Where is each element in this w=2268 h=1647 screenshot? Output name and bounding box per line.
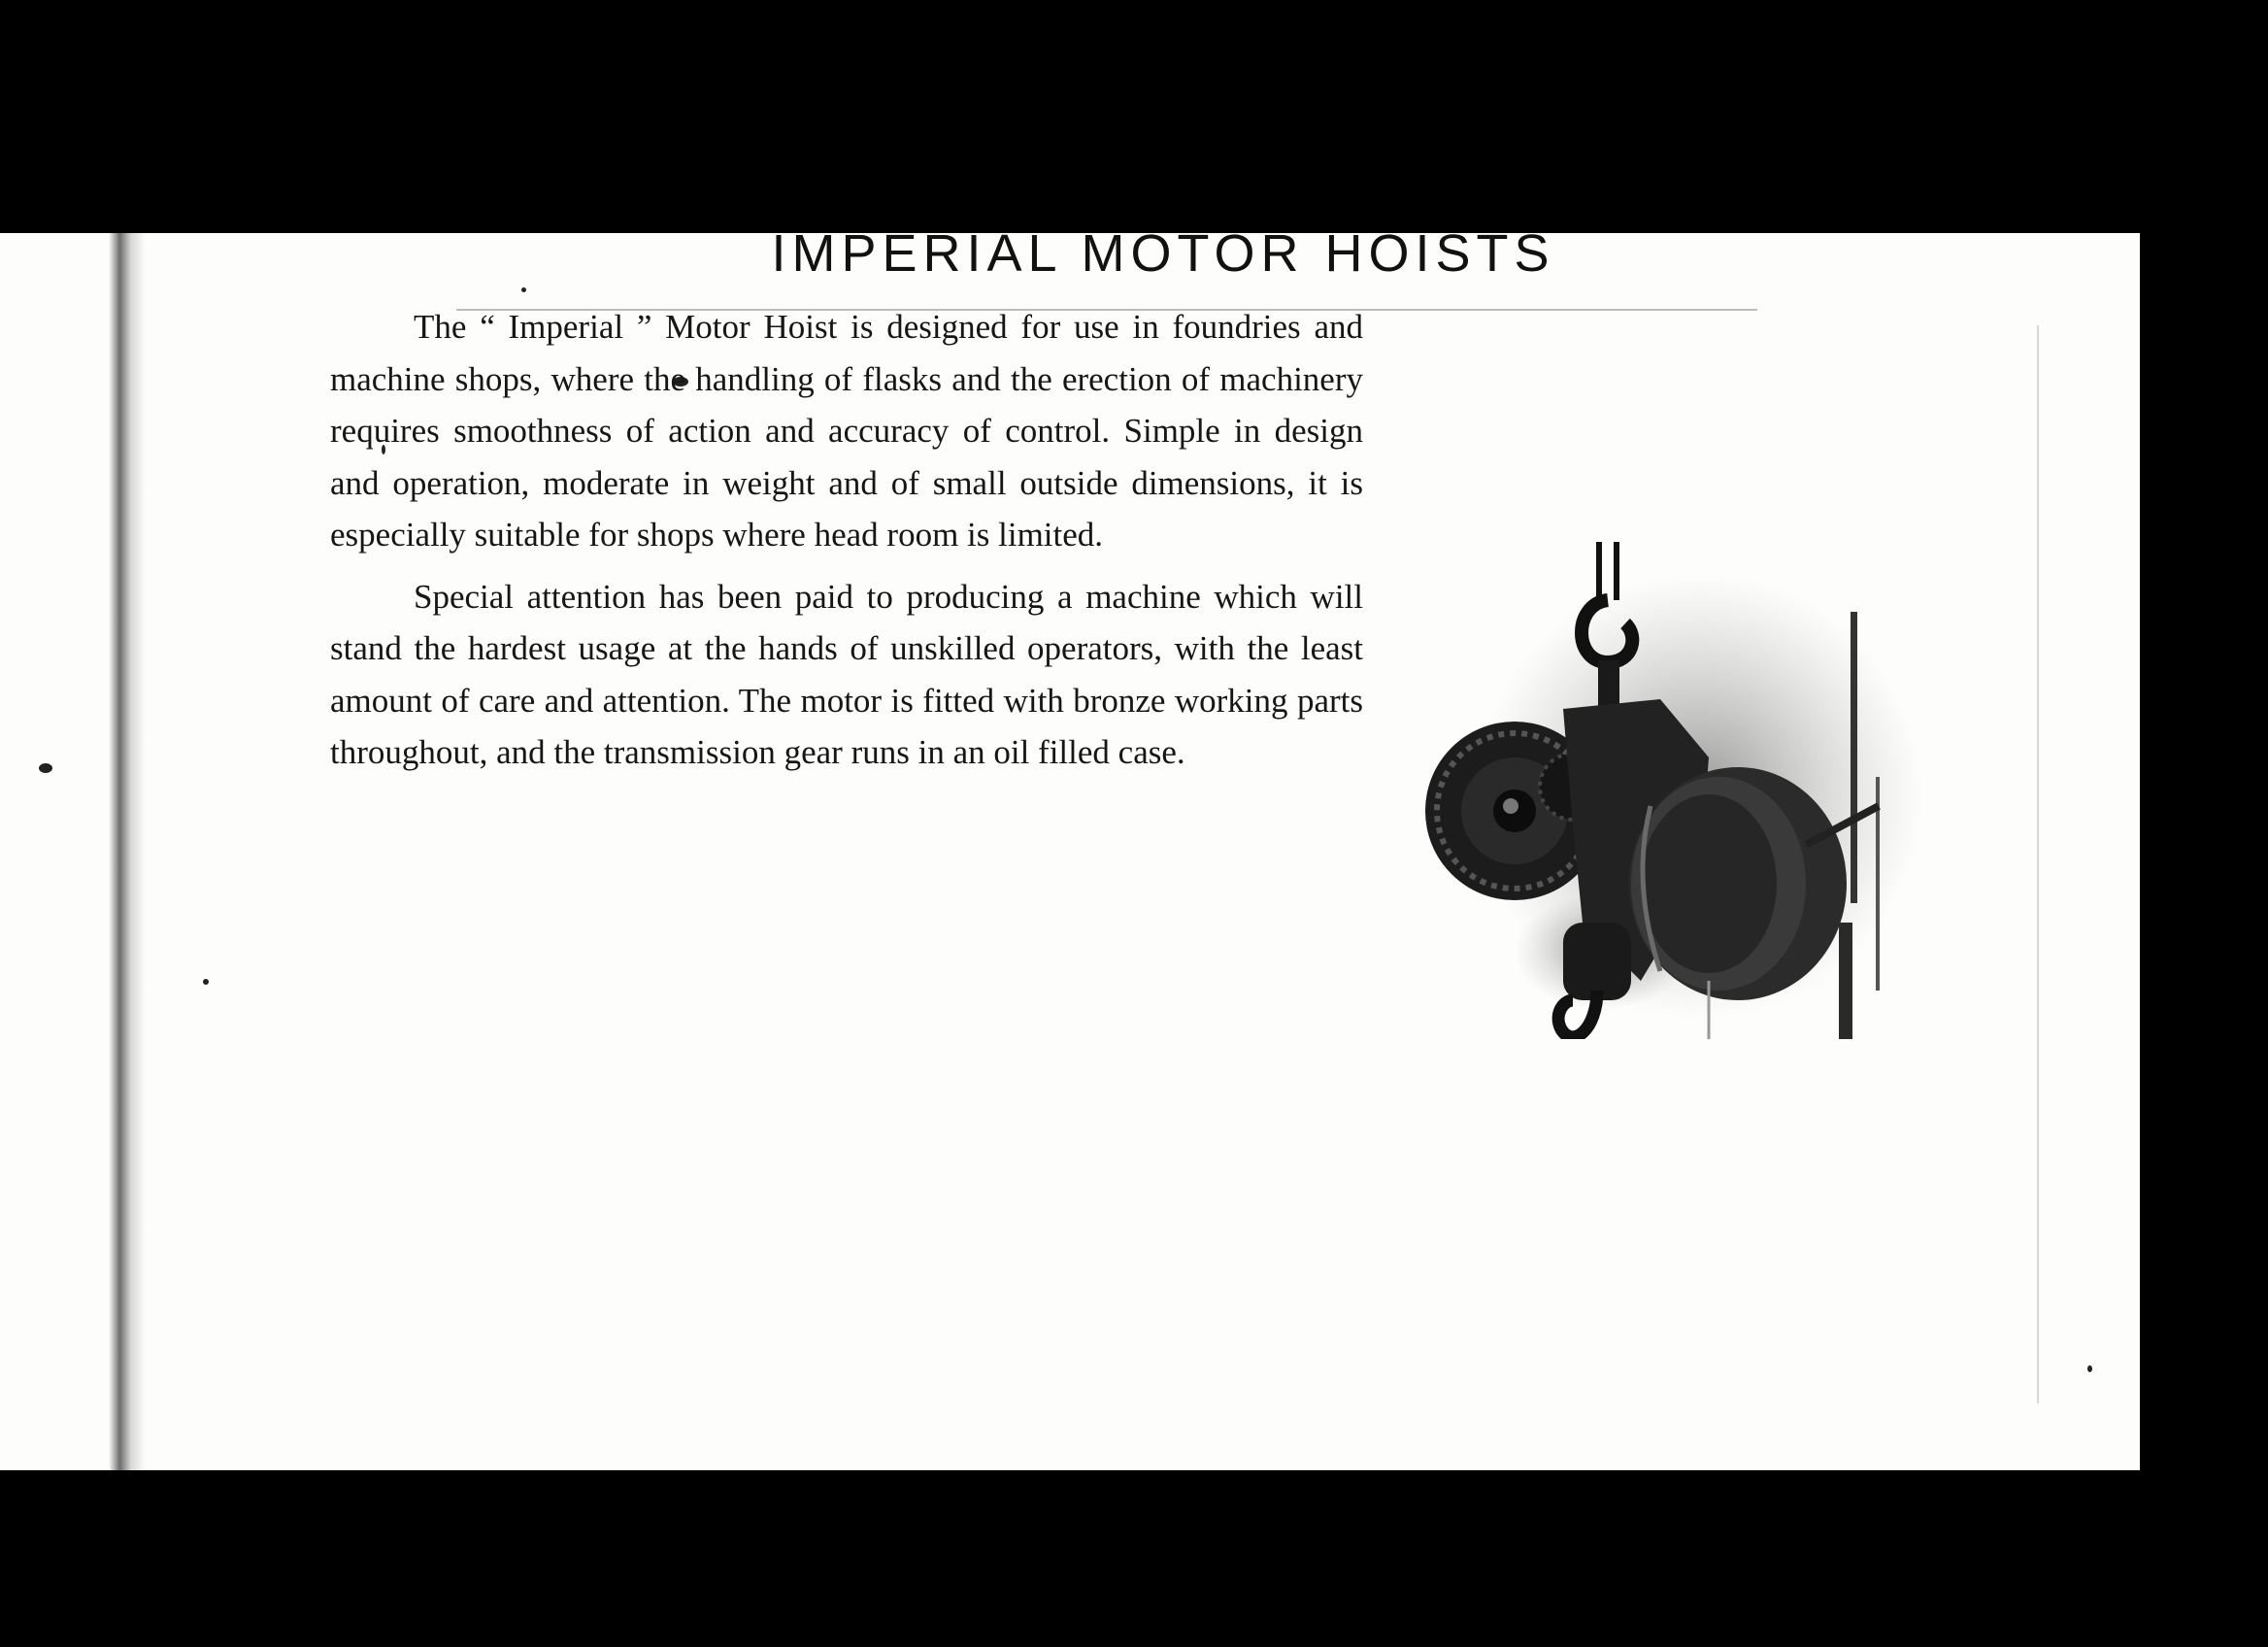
paragraph-1: The “ Imperial ” Motor Hoist is designed for use in foundries and machine shops, where the handling of flasks and the erection of machinery requires smoothness of action and accuracy of control. Simple in design and operation, moderate in weight and of small outside dimensions, it is especially suitable for shops where head room is limited. [330,308,1363,554]
ink-speck [39,763,52,773]
motor-hoist-illustration [1418,301,1922,1039]
ink-speck [521,287,526,292]
body-text [330,301,1363,789]
ink-speck [2087,1365,2092,1372]
paragraph-2: Special attention has been paid to producing a machine which will stand the hardest usage at the hands of unskilled operators, with the least amount of care and attention. The motor is fitted with bronze working parts throughout, and the transmission gear runs in an oil filled case. [330,577,1363,771]
page-title: IMPERIAL MOTOR HOISTS [771,224,1555,283]
motor-hoist-icon [1418,301,1922,1039]
page-fold-shadow [109,233,146,1470]
ink-speck [203,979,209,985]
right-border-rule [2037,325,2039,1403]
